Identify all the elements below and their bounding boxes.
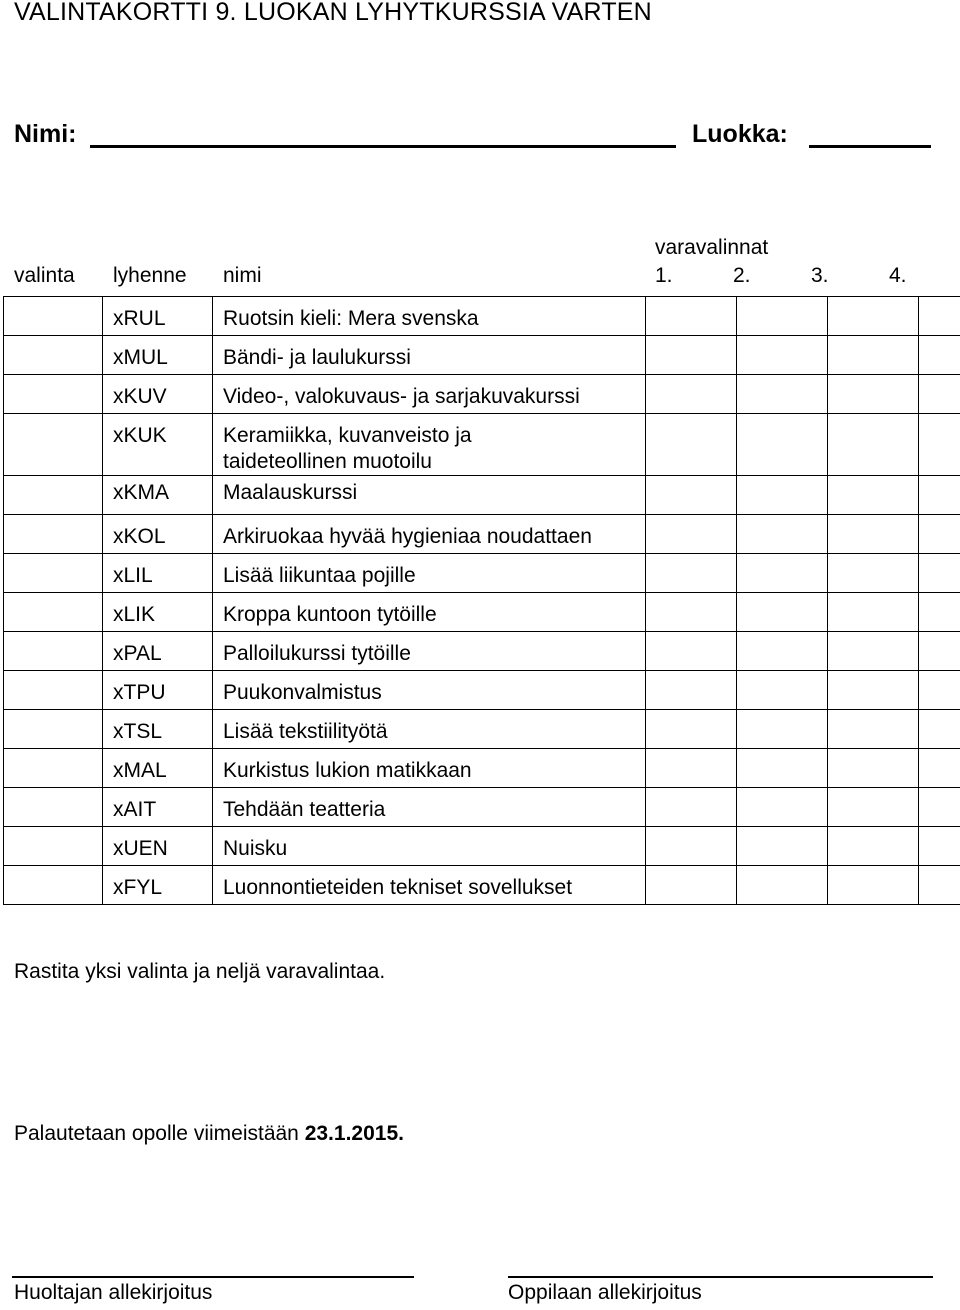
column-header-varavalinnat: varavalinnat (655, 236, 769, 259)
alt-choice-1-cell[interactable] (646, 414, 737, 476)
alt-choice-2-cell[interactable] (737, 375, 828, 414)
alt-choice-1-cell[interactable] (646, 476, 737, 515)
alt-choice-3-cell[interactable] (828, 710, 919, 749)
choice-cell[interactable] (4, 788, 103, 827)
table-row (4, 788, 960, 827)
alt-choice-1-cell[interactable] (646, 593, 737, 632)
alt-choice-2-cell[interactable] (737, 632, 828, 671)
choice-cell[interactable] (4, 866, 103, 905)
alt-choice-1-cell[interactable] (646, 710, 737, 749)
alt-choice-2-cell[interactable] (737, 710, 828, 749)
course-name: Puukonvalmistus (213, 671, 646, 710)
course-code: xKOL (103, 515, 213, 554)
course-name: Kurkistus lukion matikkaan (213, 749, 646, 788)
choice-cell[interactable] (4, 710, 103, 749)
choice-cell[interactable] (4, 554, 103, 593)
alt-choice-3-cell[interactable] (828, 788, 919, 827)
alt-choice-1-cell[interactable] (646, 749, 737, 788)
column-header-vara-2: 2. (733, 264, 751, 287)
alt-choice-4-cell[interactable] (919, 866, 960, 905)
course-code: xLIK (103, 593, 213, 632)
alt-choice-1-cell[interactable] (646, 671, 737, 710)
alt-choice-4-cell[interactable] (919, 554, 960, 593)
alt-choice-1-cell[interactable] (646, 827, 737, 866)
course-code: xRUL (103, 297, 213, 336)
course-name: Bändi- ja laulukurssi (213, 336, 646, 375)
choice-cell[interactable] (4, 414, 103, 476)
choice-cell[interactable] (4, 375, 103, 414)
alt-choice-1-cell[interactable] (646, 788, 737, 827)
alt-choice-2-cell[interactable] (737, 866, 828, 905)
alt-choice-3-cell[interactable] (828, 671, 919, 710)
course-name: Video-, valokuvaus- ja sarjakuvakurssi (213, 375, 646, 414)
alt-choice-3-cell[interactable] (828, 866, 919, 905)
alt-choice-4-cell[interactable] (919, 297, 960, 336)
alt-choice-1-cell[interactable] (646, 554, 737, 593)
course-name-line-1: Keramiikka, kuvanveisto ja (223, 424, 472, 447)
alt-choice-1-cell[interactable] (646, 866, 737, 905)
course-name (213, 414, 646, 476)
choice-cell[interactable] (4, 632, 103, 671)
alt-choice-1-cell[interactable] (646, 297, 737, 336)
table-row (4, 593, 960, 632)
return-deadline-text: Palautetaan opolle viimeistään (14, 1122, 305, 1145)
alt-choice-3-cell[interactable] (828, 375, 919, 414)
class-field[interactable] (809, 145, 931, 148)
course-name: Lisää tekstiilityötä (213, 710, 646, 749)
guardian-signature-line[interactable] (12, 1276, 414, 1278)
table-row (4, 476, 960, 515)
column-header-vara-3: 3. (811, 264, 829, 287)
name-field[interactable] (90, 145, 676, 148)
alt-choice-2-cell[interactable] (737, 297, 828, 336)
table-row (4, 827, 960, 866)
alt-choice-2-cell[interactable] (737, 414, 828, 476)
alt-choice-4-cell[interactable] (919, 632, 960, 671)
student-signature-line[interactable] (508, 1276, 933, 1278)
alt-choice-4-cell[interactable] (919, 749, 960, 788)
alt-choice-4-cell[interactable] (919, 414, 960, 476)
course-code: xFYL (103, 866, 213, 905)
form-title: VALINTAKORTTI 9. LUOKAN LYHYTKURSSIA VARTEN (14, 0, 652, 26)
alt-choice-3-cell[interactable] (828, 593, 919, 632)
alt-choice-1-cell[interactable] (646, 515, 737, 554)
course-code: xTPU (103, 671, 213, 710)
choice-cell[interactable] (4, 336, 103, 375)
class-label: Luokka: (692, 120, 788, 148)
return-deadline-date: 23.1.2015. (304, 1122, 404, 1145)
table-row (4, 297, 960, 336)
alt-choice-3-cell[interactable] (828, 749, 919, 788)
course-name: Maalauskurssi (213, 476, 646, 515)
column-header-vara-1: 1. (655, 264, 673, 287)
alt-choice-3-cell[interactable] (828, 827, 919, 866)
return-deadline (14, 1122, 404, 1146)
course-name: Lisää liikuntaa pojille (213, 554, 646, 593)
choice-cell[interactable] (4, 827, 103, 866)
choice-cell[interactable] (4, 749, 103, 788)
alt-choice-2-cell[interactable] (737, 515, 828, 554)
table-row (4, 375, 960, 414)
column-header-nimi: nimi (223, 264, 262, 287)
course-code: xKUK (103, 414, 213, 476)
table-row (4, 515, 960, 554)
alt-choice-4-cell[interactable] (919, 788, 960, 827)
alt-choice-1-cell[interactable] (646, 336, 737, 375)
alt-choice-4-cell[interactable] (919, 476, 960, 515)
course-code: xTSL (103, 710, 213, 749)
column-header-valinta: valinta (14, 264, 75, 287)
alt-choice-3-cell[interactable] (828, 297, 919, 336)
choice-cell[interactable] (4, 515, 103, 554)
course-name: Palloilukurssi tytöille (213, 632, 646, 671)
table-row (4, 866, 960, 905)
name-label: Nimi: (14, 120, 77, 148)
alt-choice-4-cell[interactable] (919, 336, 960, 375)
alt-choice-3-cell[interactable] (828, 554, 919, 593)
alt-choice-4-cell[interactable] (919, 515, 960, 554)
course-code: xMAL (103, 749, 213, 788)
alt-choice-2-cell[interactable] (737, 336, 828, 375)
table-row (4, 336, 960, 375)
table-row (4, 671, 960, 710)
alt-choice-4-cell[interactable] (919, 375, 960, 414)
course-name: Kroppa kuntoon tytöille (213, 593, 646, 632)
alt-choice-3-cell[interactable] (828, 632, 919, 671)
alt-choice-3-cell[interactable] (828, 414, 919, 476)
choice-cell[interactable] (4, 297, 103, 336)
alt-choice-1-cell[interactable] (646, 632, 737, 671)
alt-choice-2-cell[interactable] (737, 788, 828, 827)
alt-choice-4-cell[interactable] (919, 593, 960, 632)
course-code: xKMA (103, 476, 213, 515)
course-code: xAIT (103, 788, 213, 827)
course-name: Luonnontieteiden tekniset sovellukset (213, 866, 646, 905)
alt-choice-2-cell[interactable] (737, 593, 828, 632)
course-code: xUEN (103, 827, 213, 866)
alt-choice-1-cell[interactable] (646, 375, 737, 414)
alt-choice-2-cell[interactable] (737, 749, 828, 788)
course-table (3, 296, 960, 905)
course-name: Nuisku (213, 827, 646, 866)
table-row (4, 749, 960, 788)
alt-choice-2-cell[interactable] (737, 554, 828, 593)
course-name: Tehdään teatteria (213, 788, 646, 827)
choice-cell[interactable] (4, 671, 103, 710)
alt-choice-2-cell[interactable] (737, 476, 828, 515)
table-row (4, 632, 960, 671)
column-header-vara-4: 4. (889, 264, 907, 287)
course-name-line-2: taideteollinen muotoilu (223, 450, 432, 473)
choice-cell[interactable] (4, 593, 103, 632)
course-name: Ruotsin kieli: Mera svenska (213, 297, 646, 336)
table-row (4, 414, 960, 476)
guardian-signature-label: Huoltajan allekirjoitus (14, 1281, 213, 1304)
choice-cell[interactable] (4, 476, 103, 515)
course-code: xPAL (103, 632, 213, 671)
alt-choice-4-cell[interactable] (919, 671, 960, 710)
course-code: xMUL (103, 336, 213, 375)
student-signature-label: Oppilaan allekirjoitus (508, 1281, 702, 1304)
column-header-lyhenne: lyhenne (113, 264, 187, 287)
course-code: xKUV (103, 375, 213, 414)
alt-choice-4-cell[interactable] (919, 710, 960, 749)
alt-choice-4-cell[interactable] (919, 827, 960, 866)
course-name: Arkiruokaa hyvää hygieniaa noudattaen (213, 515, 646, 554)
alt-choice-3-cell[interactable] (828, 336, 919, 375)
alt-choice-3-cell[interactable] (828, 476, 919, 515)
alt-choice-3-cell[interactable] (828, 515, 919, 554)
instruction-text: Rastita yksi valinta ja neljä varavalintaa. (14, 960, 386, 983)
alt-choice-2-cell[interactable] (737, 671, 828, 710)
course-code: xLIL (103, 554, 213, 593)
table-row (4, 554, 960, 593)
table-row (4, 710, 960, 749)
alt-choice-2-cell[interactable] (737, 827, 828, 866)
